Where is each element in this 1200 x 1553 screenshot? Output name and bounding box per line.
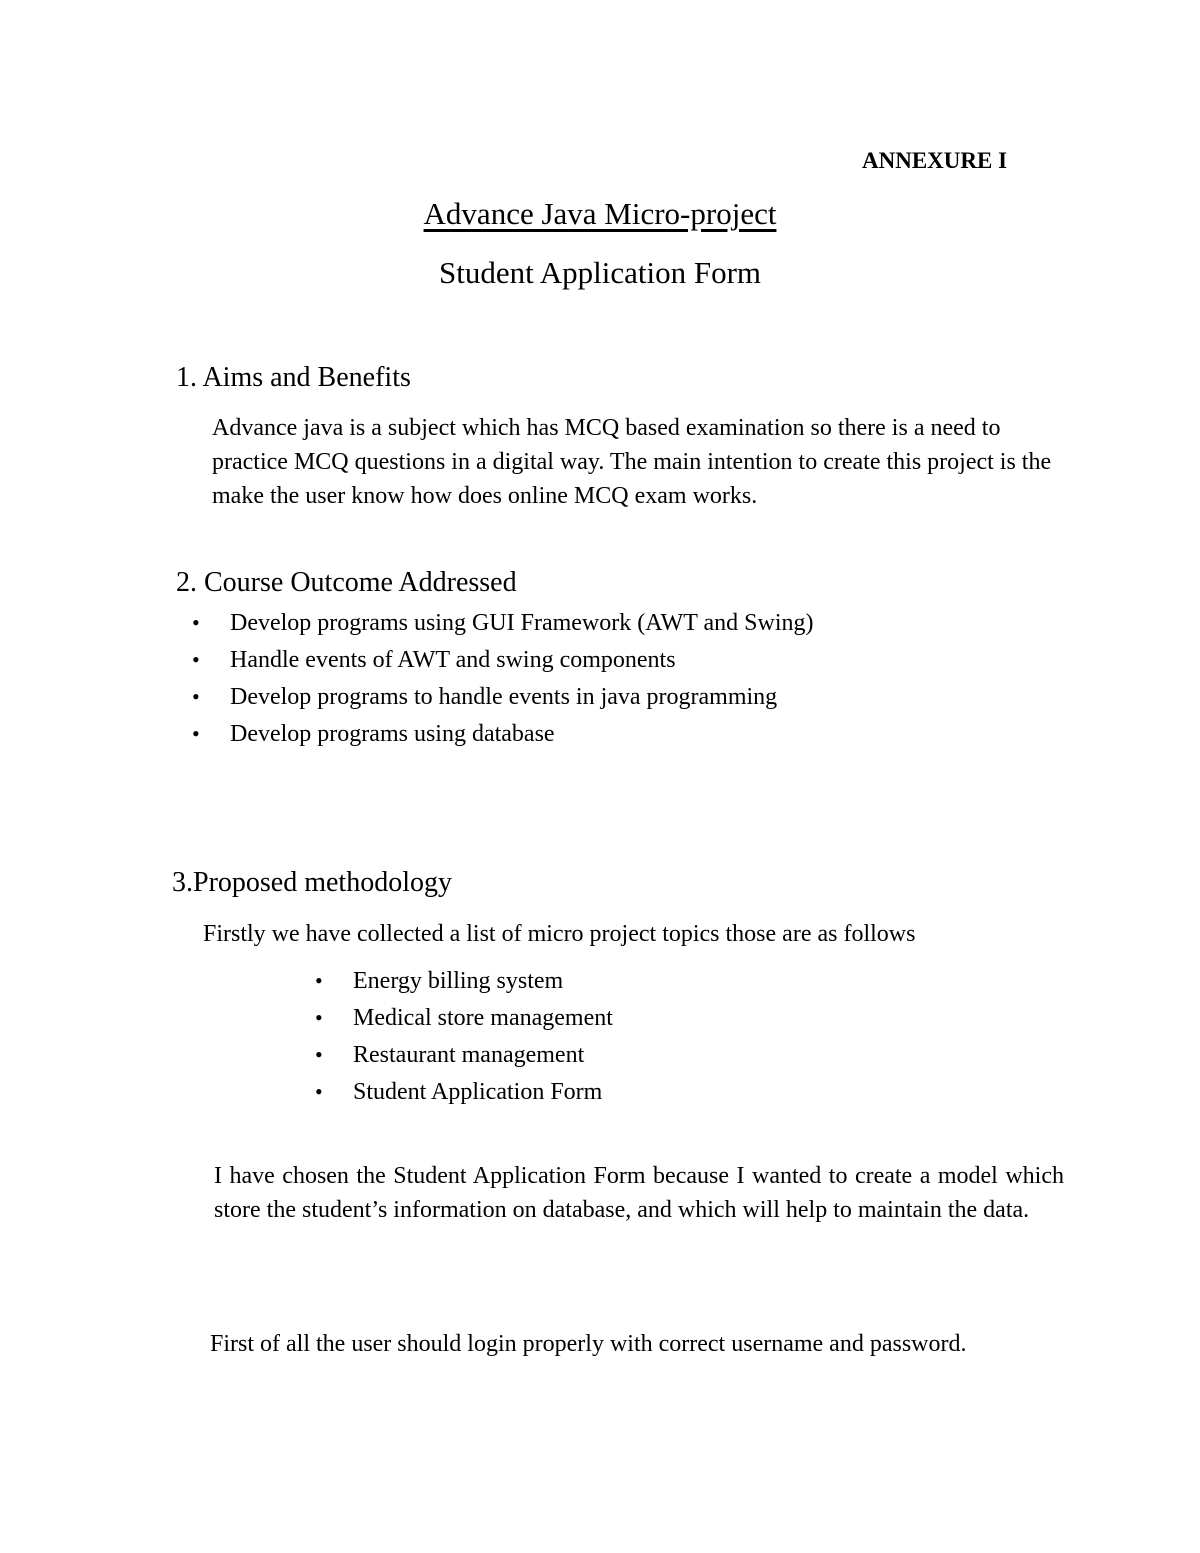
topics-list xyxy=(315,965,1015,1113)
list-item-text: Energy billing system xyxy=(353,968,564,994)
document-title: Advance Java Micro-project xyxy=(423,196,777,231)
bullet-icon: • xyxy=(192,721,200,746)
bullet-icon: • xyxy=(315,1005,323,1030)
list-item xyxy=(315,1039,1015,1076)
choice-paragraph: I have chosen the Student Application Form because I wanted to create a model which store the student’s information on database, and which will help to maintain the data. xyxy=(214,1163,1064,1223)
list-item xyxy=(192,644,1092,681)
list-item xyxy=(192,718,1092,755)
list-item-text: Restaurant management xyxy=(353,1042,585,1068)
list-item-text: Develop programs using GUI Framework (AWT and Swing) xyxy=(230,610,814,636)
bullet-icon: • xyxy=(315,968,323,993)
section-heading-aims: 1. Aims and Benefits xyxy=(176,362,411,393)
methodology-intro: Firstly we have collected a list of micro project topics those are as follows xyxy=(203,921,916,947)
list-item xyxy=(315,1002,1015,1039)
document-subtitle: Student Application Form xyxy=(438,255,762,290)
list-item xyxy=(315,965,1015,1002)
list-item-text: Develop programs to handle events in java programming xyxy=(230,684,778,710)
list-item-text: Medical store management xyxy=(353,1005,613,1031)
outcomes-list xyxy=(192,607,1092,755)
list-item-text: Student Application Form xyxy=(353,1079,603,1105)
list-item xyxy=(315,1076,1015,1113)
bullet-icon: • xyxy=(192,684,200,709)
login-paragraph: First of all the user should login properly with correct username and password. xyxy=(210,1331,967,1357)
bullet-icon: • xyxy=(192,610,200,635)
list-item-text: Handle events of AWT and swing components xyxy=(230,647,676,673)
aims-paragraph: Advance java is a subject which has MCQ based examination so there is a need to practice MCQ questions in a digital way. The main intention to create this project is the make the user know how does online MCQ exam works. xyxy=(212,415,1052,509)
annexure-label: ANNEXURE I xyxy=(862,148,1008,173)
list-item xyxy=(192,681,1092,718)
list-item-text: Develop programs using database xyxy=(230,721,555,747)
section-heading-methodology: 3.Proposed methodology xyxy=(172,867,452,898)
section-heading-outcomes: 2. Course Outcome Addressed xyxy=(176,567,517,598)
bullet-icon: • xyxy=(315,1042,323,1067)
bullet-icon: • xyxy=(192,647,200,672)
list-item xyxy=(192,607,1092,644)
bullet-icon: • xyxy=(315,1079,323,1104)
